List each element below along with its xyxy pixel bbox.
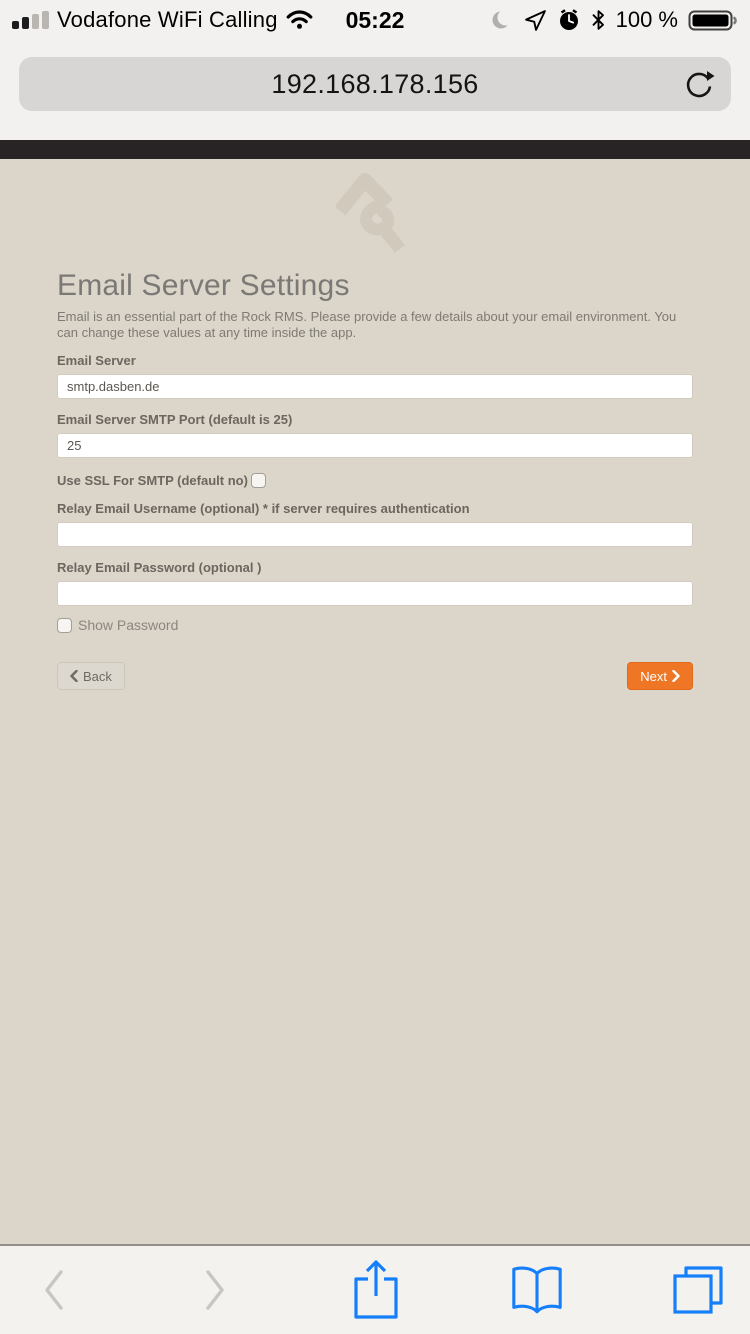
next-button[interactable] [627, 662, 693, 690]
browser-toolbar [0, 1244, 750, 1334]
battery-percent-label: 100 % [615, 7, 678, 32]
status-bar [0, 0, 750, 40]
chevron-right-icon [672, 670, 680, 682]
show-password-checkbox[interactable] [57, 618, 72, 633]
next-button-label: Next [640, 668, 667, 684]
show-password-row [57, 617, 693, 633]
browser-chrome [0, 40, 750, 140]
logo-container [0, 159, 750, 254]
show-password-label: Show Password [78, 617, 179, 633]
rock-logo [336, 172, 414, 256]
address-bar[interactable] [19, 57, 731, 111]
alarm-clock-icon [557, 8, 581, 32]
tabs-icon [671, 1263, 725, 1317]
bookmarks-icon [509, 1264, 565, 1316]
history-back-button[interactable] [26, 1255, 82, 1325]
smtp-port-input[interactable] [57, 433, 693, 458]
site-navbar [0, 140, 750, 159]
bookmarks-button[interactable] [509, 1255, 565, 1325]
page-description: Email is an essential part of the Rock RMS. Please provide a few details about your email environment. You can change these values at any time inside the app. [57, 309, 677, 340]
page-content [0, 159, 750, 1244]
cell-signal-icon [12, 10, 49, 30]
chevron-left-icon [70, 670, 78, 682]
email-server-input[interactable] [57, 374, 693, 399]
use-ssl-label: Use SSL For SMTP (default no) [57, 473, 248, 488]
use-ssl-row [57, 473, 693, 488]
wizard-buttons-row [57, 662, 693, 690]
status-bar-right [490, 7, 738, 33]
reload-icon[interactable] [683, 68, 715, 100]
relay-password-label: Relay Email Password (optional ) [57, 560, 262, 575]
form-container [0, 268, 750, 690]
location-arrow-icon [524, 9, 547, 32]
relay-username-label: Relay Email Username (optional) * if server requires authentication [57, 501, 470, 516]
use-ssl-checkbox[interactable] [251, 473, 266, 488]
back-button-label: Back [83, 668, 112, 684]
history-forward-button[interactable] [187, 1255, 243, 1325]
tabs-button[interactable] [670, 1255, 726, 1325]
url-text: 192.168.178.156 [271, 68, 479, 99]
back-button[interactable] [57, 662, 125, 690]
clock-label: 05:22 [345, 6, 405, 33]
status-bar-left [12, 7, 313, 33]
page-title: Email Server Settings [57, 269, 350, 302]
share-button[interactable] [348, 1255, 404, 1325]
wifi-icon [286, 10, 313, 30]
bluetooth-icon [591, 9, 606, 31]
dnd-moon-icon [490, 8, 514, 32]
relay-username-input[interactable] [57, 522, 693, 547]
forward-chevron-icon [203, 1269, 227, 1311]
back-chevron-icon [42, 1269, 66, 1311]
smtp-port-label: Email Server SMTP Port (default is 25) [57, 412, 293, 427]
battery-icon [688, 8, 738, 32]
carrier-label: Vodafone WiFi Calling [57, 7, 278, 32]
relay-password-input[interactable] [57, 581, 693, 606]
share-icon [349, 1258, 403, 1322]
email-server-label: Email Server [57, 353, 136, 368]
